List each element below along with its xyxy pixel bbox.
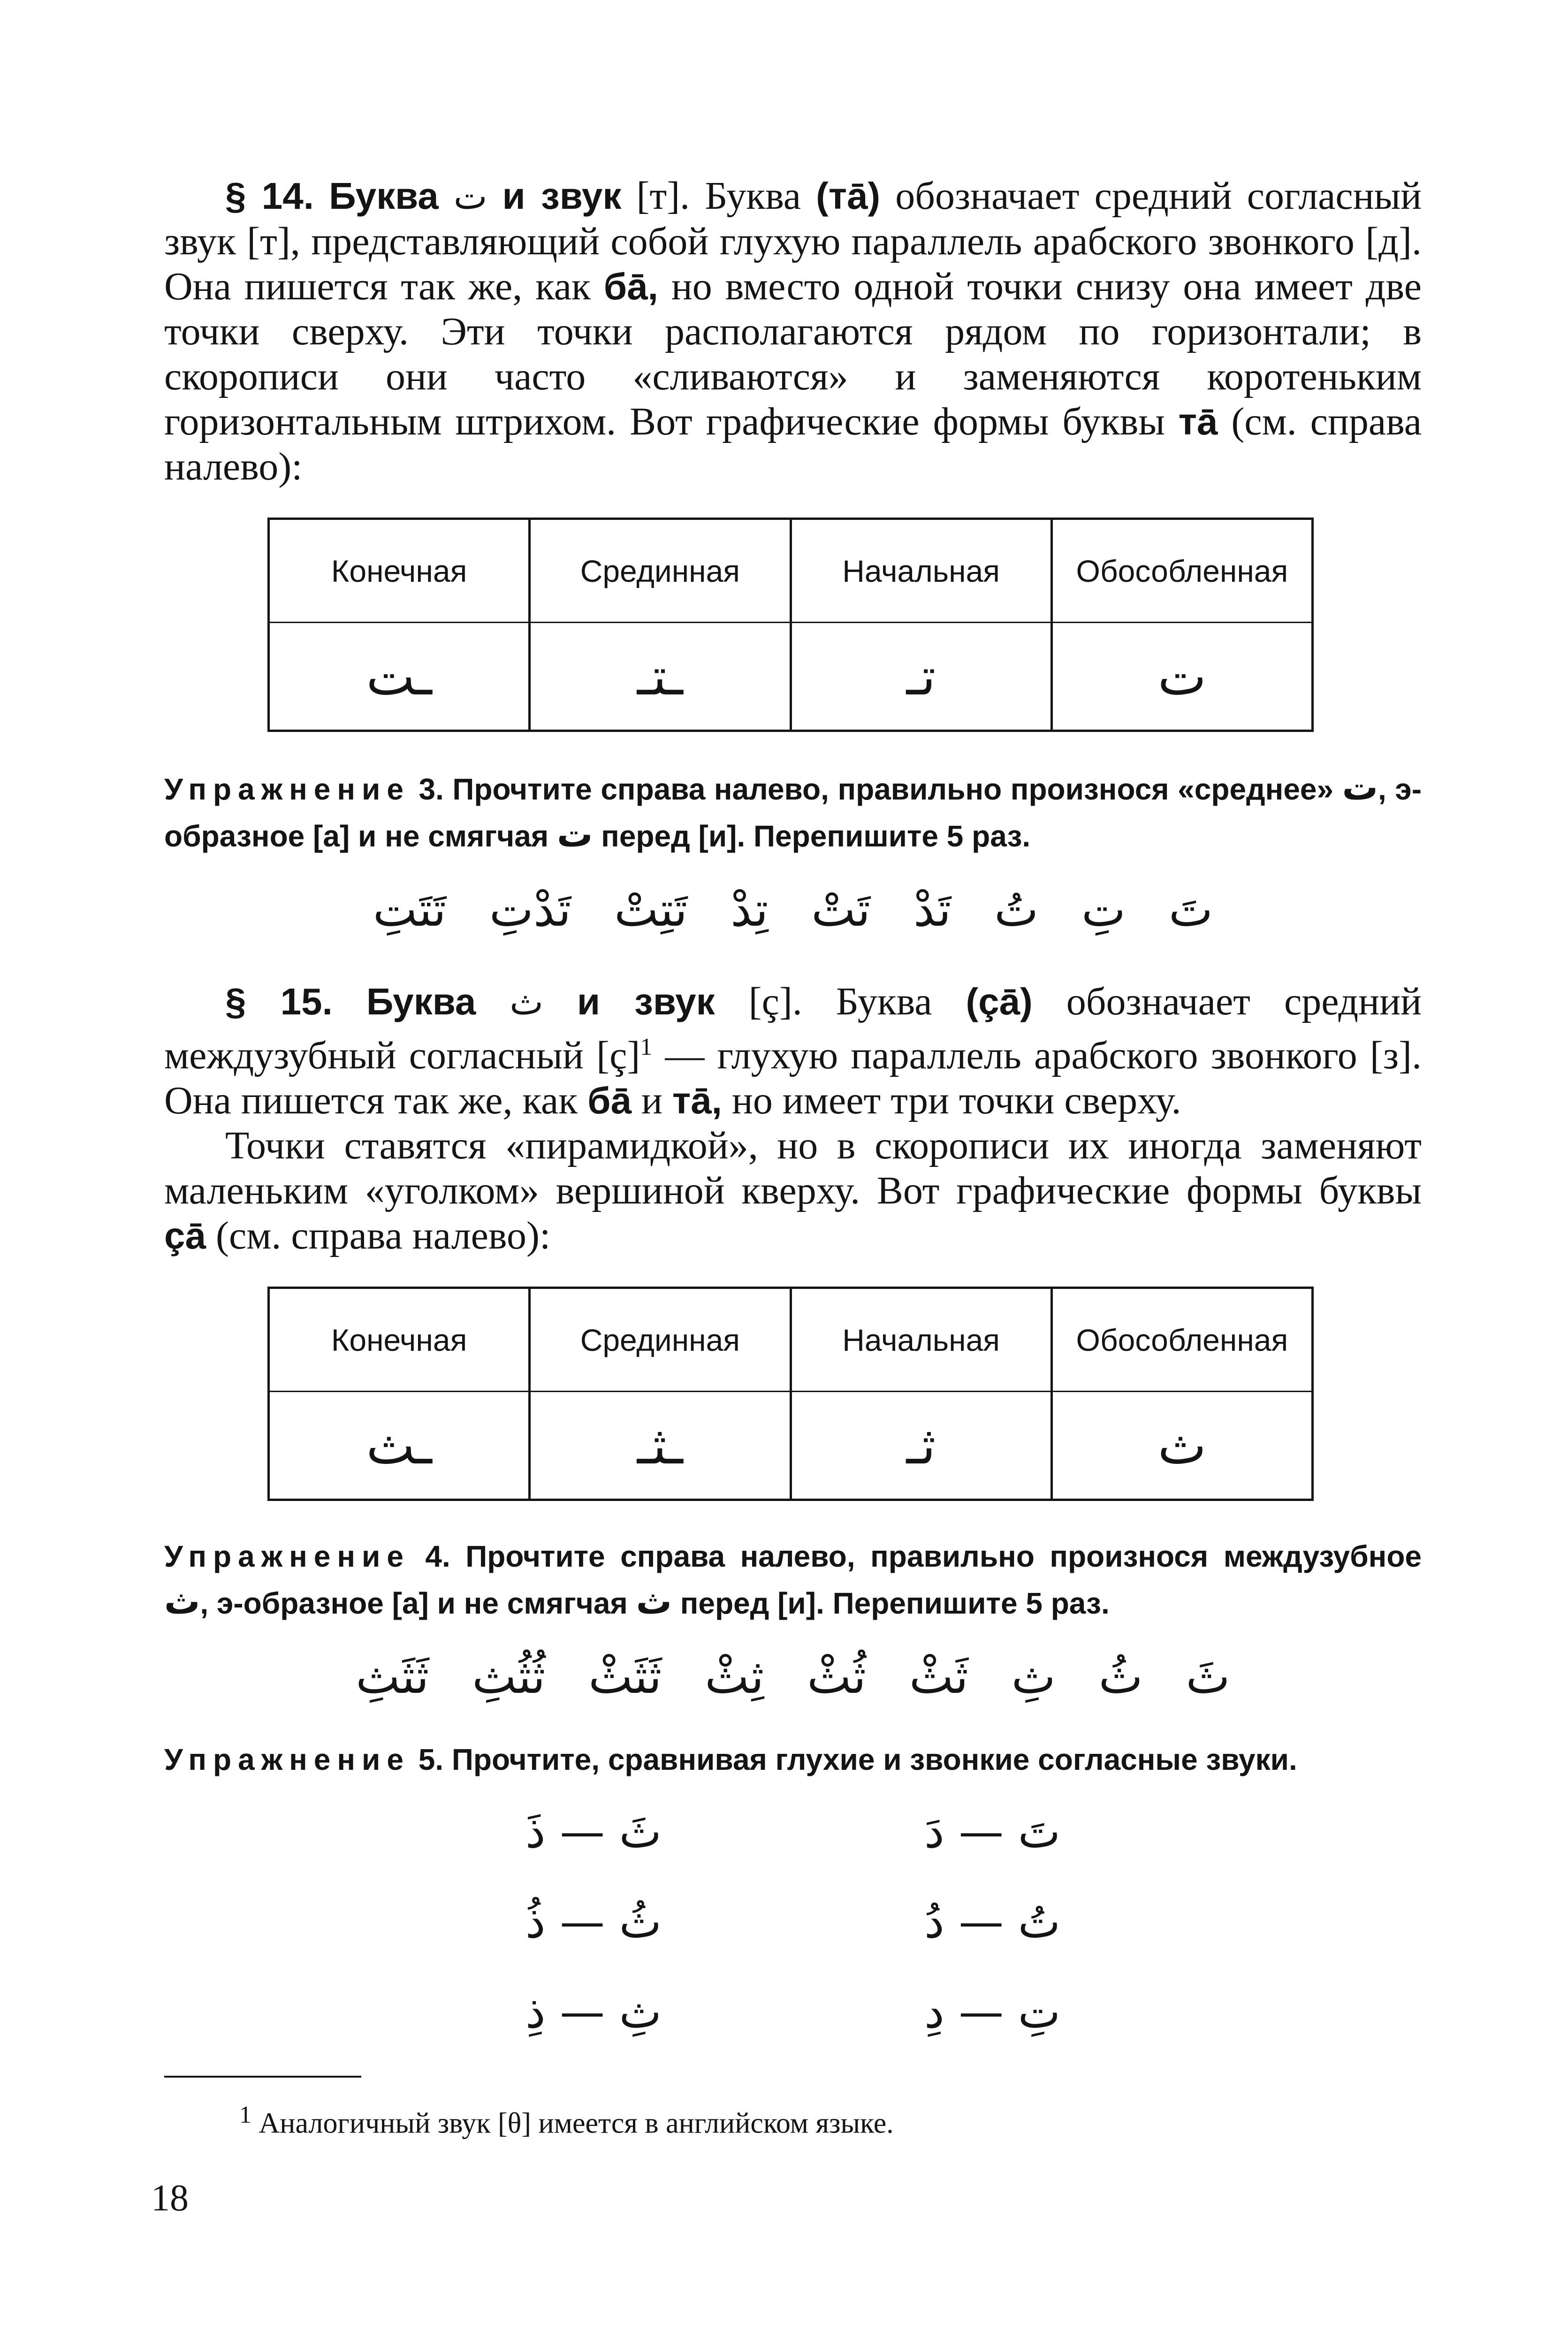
exercise-text: 5. Прочтите, сравнивая глухие и звонкие согласные звуки.: [418, 1743, 1297, 1776]
glyph-isolated: ت: [1051, 623, 1312, 731]
body-text: (см. справа налево):: [164, 400, 1422, 488]
col-initial: Начальная: [791, 1288, 1051, 1392]
arabic-letter: ت: [1342, 766, 1378, 808]
heading-word: и звук: [502, 175, 622, 217]
pairs-left-column: [525, 1805, 662, 2038]
sound-notation: [т].: [636, 174, 690, 218]
pair-item: ثِ — ذِ: [525, 1986, 662, 2038]
col-isolated: Обособленная: [1051, 1288, 1312, 1392]
arabic-letter-tha: ث: [510, 981, 543, 1023]
page-content: [164, 174, 1422, 2142]
body-text: Буква: [836, 980, 932, 1023]
glyph-initial: ثـ: [791, 1392, 1051, 1500]
exercise-label: Упражнение: [164, 1743, 410, 1776]
letter-name-ba: бā: [587, 1080, 632, 1121]
col-medial: Срединная: [530, 1288, 791, 1392]
exercise-4: [164, 1534, 1422, 1626]
col-initial: Начальная: [791, 519, 1051, 623]
col-final: Конечная: [269, 519, 530, 623]
heading-word: Буква: [366, 981, 476, 1022]
glyph-medial: ـثـ: [530, 1392, 791, 1500]
body-text: обозначает средний согласный звук [т], представляющий собой глухую параллель арабского звонкого [д]. Она пишется так же, как: [164, 174, 1422, 308]
section-15-paragraph-2: [164, 1123, 1422, 1258]
footnote-number: 1: [239, 2102, 251, 2128]
section-15-paragraph: [164, 979, 1422, 1123]
pair-item: تَ — دَ: [924, 1805, 1061, 1858]
pair-item: تُ — دُ: [924, 1896, 1061, 1948]
table-glyph-row: [269, 623, 1313, 731]
glyph-final: ـت: [269, 623, 530, 731]
footnote-text: Аналогичный звук [θ] имеется в английском языке.: [259, 2107, 894, 2140]
body-text: Буква: [705, 174, 801, 218]
exercise-5-pairs: [164, 1805, 1422, 2038]
letter-name: (тā): [816, 175, 881, 217]
exercise-3-words: تَ تِ تُ تَدْ تَتْ تِدْ تَتِتْ تَدْتِ تَتَتِ: [373, 882, 1213, 937]
section-14-number: § 14.: [225, 175, 314, 217]
exercise-4-words: ثَ ثُ ثِ ثَثْ ثُثْ ثِثْ ثَثَثْ ثُثُثِ ثَثَثِ: [356, 1649, 1230, 1704]
arabic-letter: ت: [557, 813, 593, 855]
body-text: но вместо одной точки снизу она имеет две точки сверху. Эти точки располагаются рядом по горизонтали; в скорописи они часто «сливаются» и заменяются коротеньким горизонтальным штрихом. Вот графические формы буквы: [164, 265, 1422, 443]
page-number: 18: [151, 2178, 189, 2219]
body-text: но имеет три точки сверху.: [731, 1079, 1181, 1122]
footnote: [239, 2096, 1422, 2142]
col-medial: Срединная: [530, 519, 791, 623]
glyph-final: ـث: [269, 1392, 530, 1500]
pair-item: تِ — دِ: [924, 1986, 1061, 2038]
exercise-text: перед [и]. Перепишите 5 раз.: [601, 819, 1031, 853]
exercise-text: перед [и]. Перепишите 5 раз.: [680, 1586, 1110, 1620]
glyph-medial: ـتـ: [530, 623, 791, 731]
letter-name-ca: çā: [164, 1215, 206, 1257]
letter-name-ta: тā: [1178, 401, 1218, 442]
col-isolated: Обособленная: [1051, 519, 1312, 623]
table-glyph-row: [269, 1392, 1313, 1500]
exercise-text: , э-образное [а] и не смягчая: [200, 1586, 628, 1620]
letter-forms-table-ta: [267, 518, 1314, 732]
arabic-letter-ta: ت: [453, 175, 487, 217]
arabic-letter: ث: [164, 1580, 200, 1622]
exercise-text: 4. Прочтите справа налево, правильно произнося междузубное: [425, 1539, 1422, 1573]
body-text: и: [641, 1079, 662, 1122]
col-final: Конечная: [269, 1288, 530, 1392]
glyph-isolated: ث: [1051, 1392, 1312, 1500]
exercise-text: 3. Прочтите справа налево, правильно произнося «среднее»: [419, 772, 1334, 806]
pair-item: ثُ — ذُ: [525, 1896, 662, 1948]
exercise-5: [164, 1737, 1422, 1782]
pairs-right-column: [924, 1805, 1060, 2038]
heading-word: и звук: [577, 981, 715, 1022]
sound-notation: [ç].: [748, 980, 802, 1023]
letter-name-ba: бā,: [603, 266, 658, 307]
section-14-paragraph: [164, 174, 1422, 489]
glyph-initial: تـ: [791, 623, 1051, 731]
letter-name-ta: тā,: [672, 1080, 722, 1121]
table-header-row: [269, 519, 1313, 623]
body-text: — глухую параллель арабского звонкого [з]. Она пишется так же, как: [164, 1034, 1422, 1122]
exercise-label: Упражнение: [164, 1539, 410, 1573]
pair-item: ثَ — ذَ: [525, 1805, 662, 1858]
heading-word: Буква: [329, 175, 439, 217]
exercise-3: [164, 765, 1422, 859]
footnote-ref: 1: [640, 1034, 653, 1060]
body-text: Точки ставятся «пирамидкой», но в скорописи их иногда заменяют маленьким «уголком» вершиной кверху. Вот графические формы буквы: [164, 1124, 1422, 1212]
body-text: обозначает средний междузубный согласный [ç]: [164, 980, 1422, 1077]
arabic-letter: ث: [636, 1580, 672, 1622]
letter-name: (çā): [966, 981, 1033, 1022]
table-header-row: [269, 1288, 1313, 1392]
letter-forms-table-tha: [267, 1287, 1314, 1501]
body-text: (см. справа налево):: [215, 1214, 551, 1257]
footnote-rule: [164, 2076, 361, 2078]
section-15-number: § 15.: [225, 981, 333, 1022]
exercise-text: , э-образное [а] и не смягчая: [164, 772, 1422, 853]
exercise-label: Упражнение: [164, 772, 410, 806]
